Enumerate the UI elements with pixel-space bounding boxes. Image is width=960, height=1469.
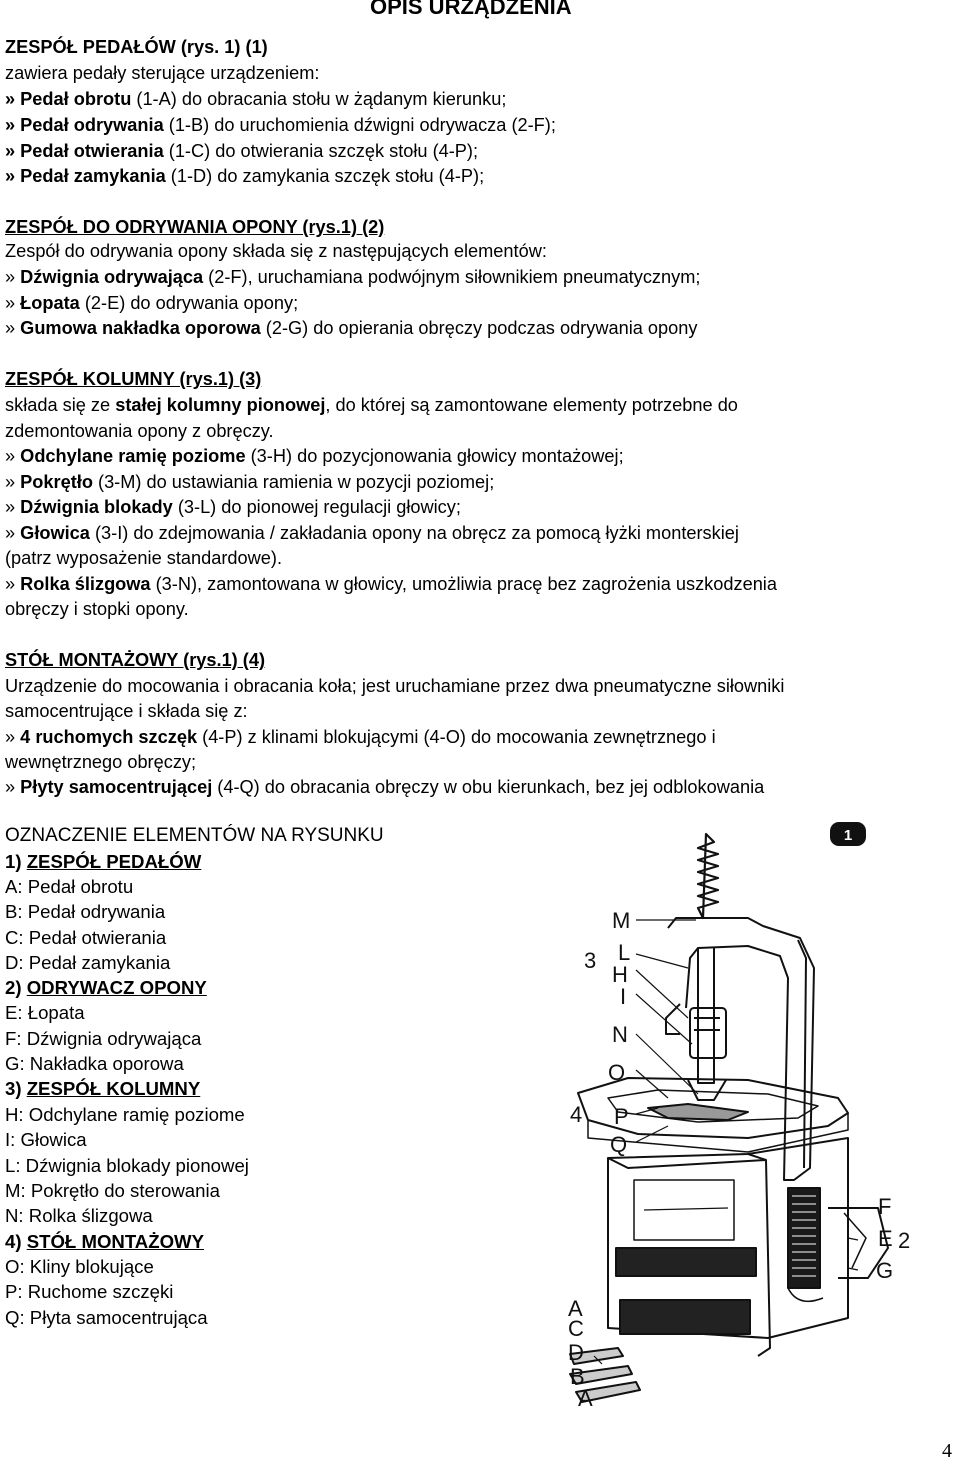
item-term: Gumowa nakładka oporowa: [20, 318, 261, 338]
list-item: [5, 165, 484, 187]
legend-item: N: Rolka ślizgowa: [5, 1205, 153, 1226]
page-number: 4: [942, 1440, 952, 1462]
item-term: Pokrętło: [20, 472, 93, 492]
list-item: [5, 292, 298, 314]
label-Q: Q: [610, 1132, 628, 1157]
list-item: [5, 471, 494, 493]
list-item: [5, 88, 506, 110]
item-term: Łopata: [20, 293, 80, 313]
label-2: 2: [898, 1228, 911, 1253]
list-item: [5, 266, 700, 288]
item-text: (2-F), uruchamiana podwójnym siłownikiem pneumatycznym;: [203, 267, 701, 287]
legend-item: O: Kliny blokujące: [5, 1256, 154, 1277]
item-text: (3-I) do zdejmowania / zakładania opony na obręcz za pomocą łyżki monterskiej: [89, 523, 739, 543]
item-term: Płyty samocentrującej: [20, 777, 213, 797]
legend-group-heading: [5, 977, 207, 999]
label-O: O: [608, 1060, 626, 1085]
item-text: (2-G) do opierania obręczy podczas odrywania opony: [260, 318, 698, 338]
section-intro-pedals: zawiera pedały sterujące urządzeniem:: [5, 63, 320, 83]
svg-text:1: 1: [843, 827, 853, 844]
item-term: Głowica: [20, 523, 90, 543]
item-term: Dźwignia blokady: [20, 497, 173, 517]
list-item: [5, 114, 556, 136]
group-number: 1): [5, 851, 27, 872]
list-item: [5, 496, 461, 518]
item-term: » Pedał odrywania: [5, 115, 164, 135]
group-number: 3): [5, 1078, 27, 1099]
label-I: I: [620, 984, 627, 1009]
legend-item: F: Dźwignia odrywająca: [5, 1028, 202, 1049]
legend-item: P: Ruchome szczęki: [5, 1281, 174, 1302]
label-A2: A: [578, 1386, 593, 1408]
label-N: N: [612, 1022, 628, 1047]
legend-heading: OZNACZENIE ELEMENTÓW NA RYSUNKU: [5, 825, 384, 846]
item-text: (3-N), zamontowana w głowicy, umożliwia pracę bez zagrożenia uszkodzenia: [150, 574, 777, 594]
item-text: (1-C) do otwierania szczęk stołu (4-P);: [163, 141, 479, 161]
legend-group-heading: [5, 1231, 204, 1253]
group-number: 4): [5, 1231, 27, 1252]
section-intro-column: [5, 394, 738, 416]
section-intro-table-2: samocentrujące i składa się z:: [5, 701, 248, 721]
label-E: E: [878, 1226, 893, 1251]
item-term: » Pedał otwierania: [5, 141, 164, 161]
label-C: C: [568, 1316, 584, 1341]
group-title: ODRYWACZ OPONY: [26, 977, 207, 998]
legend-item: C: Pedał otwierania: [5, 927, 167, 948]
list-item: [5, 751, 196, 773]
bullet: »: [5, 523, 21, 543]
section-intro-column-2: zdemontowania opony z obręczy.: [5, 421, 274, 441]
legend-item: M: Pokrętło do sterowania: [5, 1180, 220, 1201]
legend-item: D: Pedał zamykania: [5, 952, 171, 973]
section-heading-column: ZESPÓŁ KOLUMNY (rys.1) (3): [5, 369, 262, 389]
bullet: »: [5, 497, 21, 517]
section-intro-breaker: Zespół do odrywania opony składa się z następujących elementów:: [5, 241, 547, 261]
legend-item: L: Dźwignia blokady pionowej: [5, 1155, 249, 1176]
item-term: Rolka ślizgowa: [20, 574, 151, 594]
item-text: (3-H) do pozycjonowania głowicy montażowej;: [245, 446, 624, 466]
bullet: »: [5, 574, 21, 594]
item-text: (4-P) z klinami blokującymi (4-O) do mocowania zewnętrznego i: [197, 727, 716, 747]
list-item: [5, 445, 624, 467]
figure-number-badge: [830, 822, 866, 846]
label-G: G: [876, 1258, 894, 1283]
legend-group-heading: [5, 851, 201, 873]
legend-item: Q: Płyta samocentrująca: [5, 1307, 208, 1328]
bullet: »: [5, 472, 21, 492]
label-B: B: [570, 1364, 585, 1389]
list-item: [5, 598, 189, 620]
list-item: [5, 776, 764, 798]
list-item: [5, 522, 739, 544]
section-heading-breaker: ZESPÓŁ DO ODRYWANIA OPONY (rys.1) (2): [5, 217, 385, 237]
item-term: Dźwignia odrywająca: [20, 267, 204, 287]
label-F: F: [878, 1194, 892, 1219]
section-intro-table: Urządzenie do mocowania i obracania koła; jest uruchamiane przez dwa pneumatyczne siłowniki: [5, 676, 785, 696]
item-text: wewnętrznego obręczy;: [5, 752, 197, 772]
item-term: 4 ruchomych szczęk: [20, 727, 198, 747]
legend-item: H: Odchylane ramię poziome: [5, 1104, 245, 1125]
section-heading-pedals: ZESPÓŁ PEDAŁÓW (rys. 1) (1): [5, 37, 268, 57]
item-text: (patrz wyposażenie standardowe).: [5, 548, 282, 568]
bullet: »: [5, 267, 21, 287]
item-text: (1-B) do uruchomienia dźwigni odrywacza (2-F);: [163, 115, 556, 135]
item-text: (4-Q) do obracania obręczy w obu kierunkach, bez jej odblokowania: [212, 777, 765, 797]
list-item: [5, 573, 777, 595]
label-L: L: [618, 940, 631, 965]
group-number: 2): [5, 977, 27, 998]
list-item: [5, 726, 716, 748]
item-term: Odchylane ramię poziome: [20, 446, 246, 466]
bullet: »: [5, 293, 21, 313]
bullet: »: [5, 777, 21, 797]
item-text: (1-A) do obracania stołu w żądanym kierunku;: [131, 89, 507, 109]
label-A: A: [568, 1296, 583, 1321]
list-item: [5, 317, 697, 339]
group-title: STÓŁ MONTAŻOWY: [26, 1231, 205, 1252]
legend-item: E: Łopata: [5, 1002, 85, 1023]
legend-item: G: Nakładka oporowa: [5, 1053, 184, 1074]
item-text: (2-E) do odrywania opony;: [79, 293, 299, 313]
item-term: » Pedał obrotu: [5, 89, 132, 109]
item-text: obręczy i stopki opony.: [5, 599, 189, 619]
label-3: 3: [584, 948, 597, 973]
intro-text: , do której są zamontowane elementy potrzebne do: [325, 395, 738, 415]
bullet: »: [5, 446, 21, 466]
item-text: (1-D) do zamykania szczęk stołu (4-P);: [165, 166, 485, 186]
label-D: D: [568, 1340, 584, 1365]
page-title: OPIS URZĄDZENIA: [370, 0, 572, 19]
label-H: H: [612, 962, 628, 987]
item-text: (3-M) do ustawiania ramienia w pozycji poziomej;: [92, 472, 495, 492]
label-P: P: [614, 1104, 629, 1129]
section-heading-table: STÓŁ MONTAŻOWY (rys.1) (4): [5, 650, 266, 670]
list-item: [5, 140, 478, 162]
legend-group-heading: [5, 1078, 200, 1100]
list-item: [5, 547, 282, 569]
intro-term: stałej kolumny pionowej: [115, 395, 326, 415]
label-M: M: [612, 908, 631, 933]
tyre-changer-figure: [548, 808, 928, 1408]
bullet: »: [5, 727, 21, 747]
intro-text: składa się ze: [5, 395, 116, 415]
group-title: ZESPÓŁ KOLUMNY: [26, 1078, 201, 1099]
legend-item: I: Głowica: [5, 1129, 87, 1150]
legend-item: B: Pedał odrywania: [5, 901, 166, 922]
item-text: (3-L) do pionowej regulacji głowicy;: [172, 497, 461, 517]
bullet: »: [5, 318, 21, 338]
group-title: ZESPÓŁ PEDAŁÓW: [26, 851, 202, 872]
legend-item: A: Pedał obrotu: [5, 876, 134, 897]
item-term: » Pedał zamykania: [5, 166, 166, 186]
label-4: 4: [570, 1102, 583, 1127]
